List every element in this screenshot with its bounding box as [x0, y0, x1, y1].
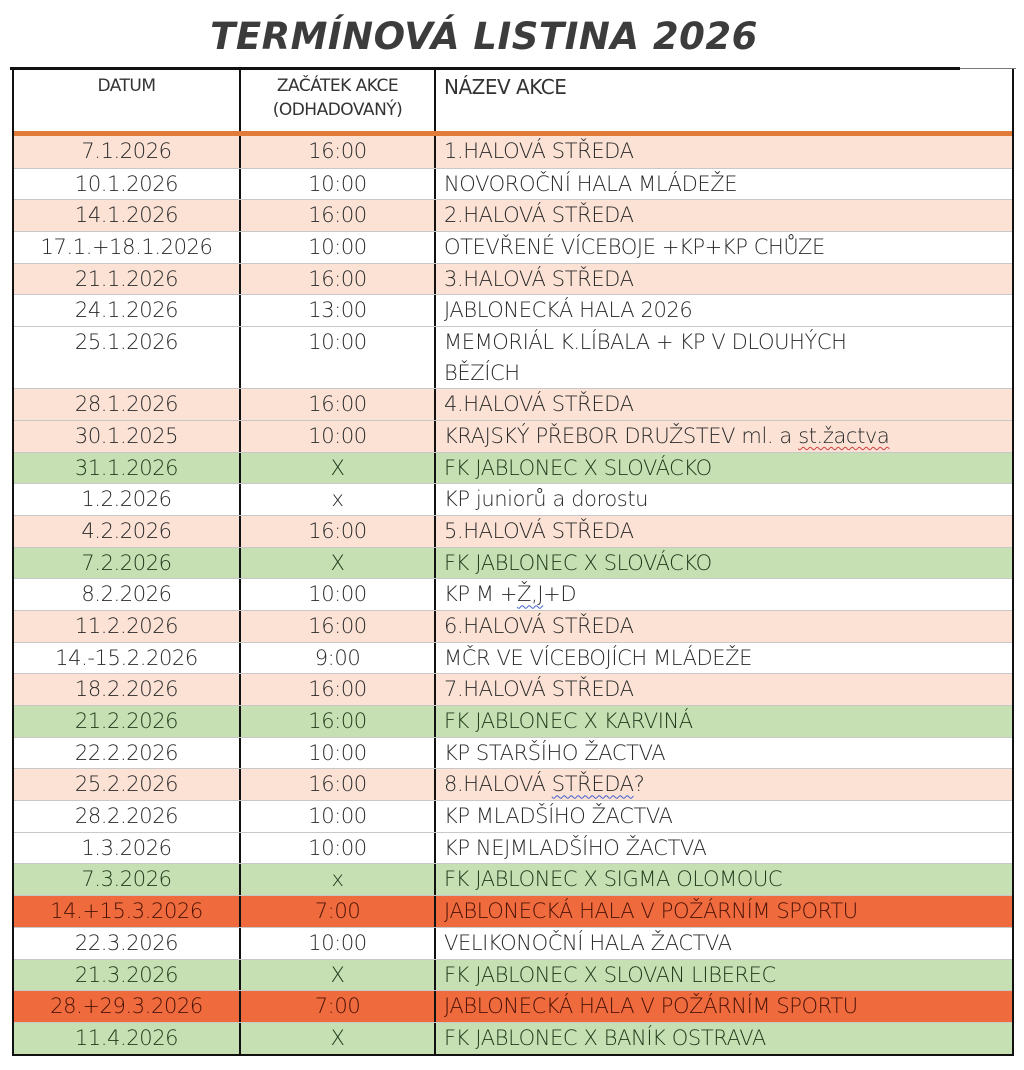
cell-date: 28.1.2026	[14, 389, 241, 420]
cell-event-name: KP NEJMLADŠÍHO ŽACTVA	[444, 835, 707, 860]
table-row	[14, 832, 1012, 864]
cell-date: 17.1.+18.1.2026	[14, 232, 241, 263]
cell-event-name: 4.HALOVÁ STŘEDA	[444, 392, 634, 417]
cell-event-name: MČR VE VÍCEBOJÍCH MLÁDEŽE	[444, 645, 753, 670]
schedule-table	[12, 69, 1014, 1056]
cell-date: 1.3.2026	[14, 833, 241, 864]
cell-start-time: 16:00	[241, 706, 436, 737]
cell-date: 28.+29.3.2026	[14, 991, 241, 1022]
header-date: DATUM	[14, 69, 241, 131]
cell-event-name: MEMORIÁL K.LÍBALA + KP V DLOUHÝCH BĚZÍCH	[444, 330, 847, 386]
table-row	[14, 737, 1012, 769]
table-header-row	[14, 69, 1012, 136]
cell-event-name: FK JABLONEC X KARVINÁ	[444, 709, 693, 733]
cell-date: 21.3.2026	[14, 960, 241, 991]
table-row	[14, 168, 1012, 200]
cell-start-time: 10:00	[241, 738, 436, 769]
event-name-text: KRAJSKÝ PŘEBOR DRUŽSTEV ml. a	[444, 423, 799, 448]
cell-date: 22.3.2026	[14, 928, 241, 959]
table-row	[14, 199, 1012, 231]
cell-date: 1.2.2026	[14, 484, 241, 515]
header-start-line1: ZAČÁTEK AKCE	[276, 76, 399, 96]
cell-date: 18.2.2026	[14, 674, 241, 705]
cell-event-name: FK JABLONEC X BANÍK OSTRAVA	[444, 1025, 766, 1050]
cell-start-time: 16:00	[241, 769, 436, 800]
cell-start-time: 16:00	[241, 136, 436, 168]
table-row	[14, 673, 1012, 705]
cell-date: 10.1.2026	[14, 169, 241, 200]
table-row	[14, 959, 1012, 991]
cell-start-time: 9:00	[241, 643, 436, 674]
cell-event-name: 3.HALOVÁ STŘEDA	[444, 266, 634, 291]
table-row	[14, 578, 1012, 610]
table-row	[14, 388, 1012, 420]
table-row	[14, 136, 1012, 168]
cell-date: 21.2.2026	[14, 706, 241, 737]
table-row	[14, 610, 1012, 642]
cell-event-name: FK JABLONEC X SLOVAN LIBEREC	[444, 962, 776, 987]
cell-start-time: 16:00	[241, 264, 436, 295]
cell-start-time: 10:00	[241, 801, 436, 832]
cell-start-time: 16:00	[241, 200, 436, 231]
table-row	[14, 705, 1012, 737]
cell-event-name: JABLONECKÁ HALA V POŽÁRNÍM SPORTU	[444, 899, 858, 924]
table-row	[14, 420, 1012, 452]
cell-date: 7.3.2026	[14, 864, 241, 895]
cell-event-name: JABLONECKÁ HALA V POŽÁRNÍM SPORTU	[444, 994, 858, 1019]
cell-event-name: FK JABLONEC X SLOVÁCKO	[444, 550, 712, 575]
cell-event-name: NOVOROČNÍ HALA MLÁDEŽE	[444, 171, 738, 196]
cell-start-time: 10:00	[241, 833, 436, 864]
header-event-name: NÁZEV AKCE	[444, 75, 567, 99]
spellcheck-flagged-text: STŘEDA	[551, 772, 634, 797]
cell-event-name: KP juniorů a dorostu	[444, 487, 649, 512]
table-row	[14, 800, 1012, 832]
table-row	[14, 326, 1012, 388]
cell-date: 14.1.2026	[14, 200, 241, 231]
cell-start-time: 10:00	[241, 928, 436, 959]
spellcheck-flagged-text: Ž,J	[517, 582, 544, 607]
cell-start-time: x	[241, 864, 436, 895]
cell-date: 11.4.2026	[14, 1023, 241, 1054]
table-row	[14, 294, 1012, 326]
cell-start-time: X	[241, 548, 436, 579]
cell-event-name	[436, 769, 1012, 800]
cell-start-time: 13:00	[241, 295, 436, 326]
cell-start-time: 16:00	[241, 389, 436, 420]
cell-start-time: x	[241, 484, 436, 515]
cell-start-time: 10:00	[241, 169, 436, 200]
cell-start-time: 10:00	[241, 421, 436, 452]
table-row	[14, 515, 1012, 547]
cell-event-name: 1.HALOVÁ STŘEDA	[444, 139, 634, 163]
cell-event-name	[436, 421, 1012, 452]
cell-event-name	[436, 579, 1012, 610]
cell-start-time: X	[241, 1023, 436, 1054]
cell-date: 25.1.2026	[14, 327, 241, 388]
table-row	[14, 768, 1012, 800]
cell-date: 31.1.2026	[14, 453, 241, 484]
table-row	[14, 452, 1012, 484]
cell-date: 28.2.2026	[14, 801, 241, 832]
table-row	[14, 483, 1012, 515]
cell-date: 22.2.2026	[14, 738, 241, 769]
cell-start-time: 10:00	[241, 579, 436, 610]
cell-event-name: JABLONECKÁ HALA 2026	[444, 298, 693, 323]
table-row	[14, 642, 1012, 674]
cell-date: 8.2.2026	[14, 579, 241, 610]
page-title: TERMÍNOVÁ LISTINA 2026	[210, 15, 758, 58]
cell-start-time: X	[241, 453, 436, 484]
cell-start-time: 16:00	[241, 611, 436, 642]
cell-date: 7.2.2026	[14, 548, 241, 579]
cell-date: 30.1.2025	[14, 421, 241, 452]
table-row	[14, 990, 1012, 1022]
cell-start-time: 16:00	[241, 674, 436, 705]
cell-date: 7.1.2026	[14, 136, 241, 168]
cell-date: 25.2.2026	[14, 769, 241, 800]
table-body	[14, 136, 1012, 1054]
table-row	[14, 547, 1012, 579]
table-row	[14, 1022, 1012, 1054]
table-row	[14, 895, 1012, 927]
event-name-suffix: ?	[633, 772, 645, 797]
cell-event-name: FK JABLONEC X SIGMA OLOMOUC	[444, 867, 783, 892]
cell-event-name: KP MLADŠÍHO ŽACTVA	[444, 804, 673, 829]
cell-start-time: 7:00	[241, 991, 436, 1022]
cell-event-name: VELIKONOČNÍ HALA ŽACTVA	[444, 930, 732, 955]
cell-event-name: 2.HALOVÁ STŘEDA	[444, 203, 634, 228]
table-row	[14, 231, 1012, 263]
cell-start-time: X	[241, 960, 436, 991]
table-row	[14, 263, 1012, 295]
cell-date: 14.+15.3.2026	[14, 896, 241, 927]
cell-event-name: FK JABLONEC X SLOVÁCKO	[444, 455, 712, 480]
table-row	[14, 927, 1012, 959]
table-row	[14, 863, 1012, 895]
cell-date: 21.1.2026	[14, 264, 241, 295]
cell-event-name: OTEVŘENÉ VÍCEBOJE +KP+KP CHŮZE	[444, 235, 825, 260]
cell-date: 11.2.2026	[14, 611, 241, 642]
cell-date: 4.2.2026	[14, 516, 241, 547]
cell-event-name: 7.HALOVÁ STŘEDA	[444, 677, 634, 702]
cell-date: 14.-15.2.2026	[14, 643, 241, 674]
cell-event-name: 5.HALOVÁ STŘEDA	[444, 518, 634, 543]
event-name-text: KP M +	[444, 582, 518, 607]
event-name-text: 8.HALOVÁ	[444, 772, 552, 797]
cell-date: 24.1.2026	[14, 295, 241, 326]
cell-start-time: 7:00	[241, 896, 436, 927]
header-start-time	[241, 69, 436, 131]
cell-event-name: KP STARŠÍHO ŽACTVA	[444, 740, 666, 765]
cell-event-name: 6.HALOVÁ STŘEDA	[444, 613, 634, 638]
event-name-suffix: +D	[543, 582, 577, 607]
cell-start-time: 10:00	[241, 232, 436, 263]
cell-start-time: 10:00	[241, 327, 436, 388]
cell-start-time: 16:00	[241, 516, 436, 547]
spellcheck-flagged-text: st.žactva	[798, 423, 890, 448]
header-start-line2: (ODHADOVANÝ)	[272, 100, 403, 120]
